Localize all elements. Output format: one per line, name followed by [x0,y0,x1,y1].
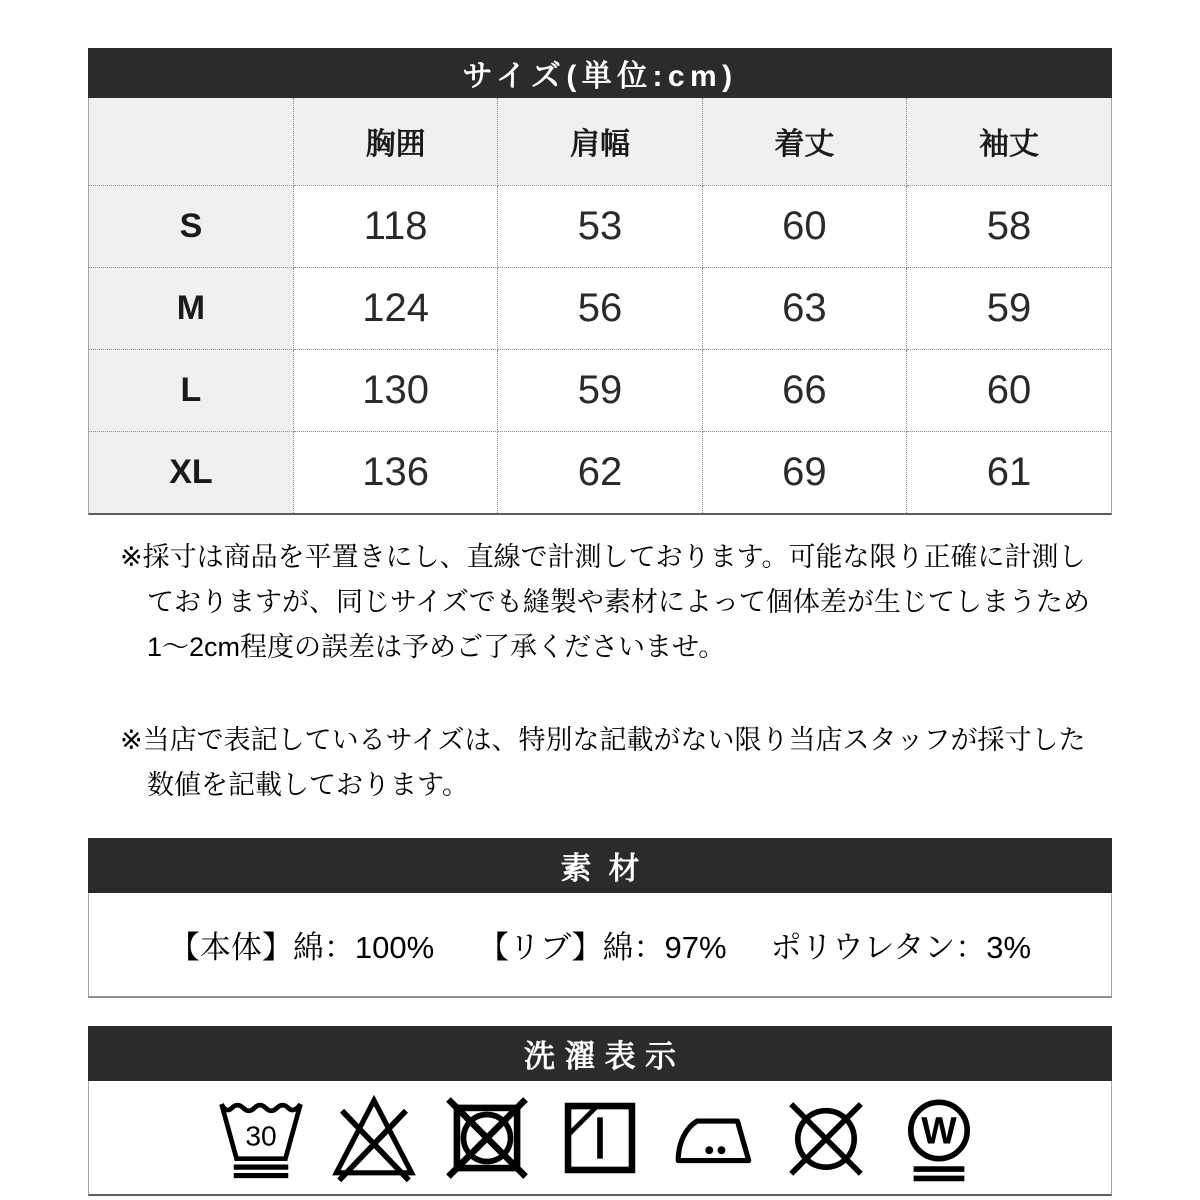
table-row-xl [89,431,1111,513]
size-section-title: サイズ(単位:cm) [462,60,738,93]
measurement-value: 56 [498,267,702,349]
material-section-title: 素材 [560,851,657,886]
do-not-dry-clean-icon [779,1091,873,1185]
measurement-value: 60 [702,185,906,267]
measurement-value: 61 [907,431,1111,513]
staff-measured-note [120,718,1102,808]
note-line: 数値を記載しております。 [147,770,469,800]
do-not-tumble-dry-icon [440,1091,534,1185]
measurement-value: 60 [907,349,1111,431]
note-line: ※当店で表記しているサイズは、特別な記載がない限り当店スタッフが採寸した [120,725,1086,755]
measurement-value: 63 [702,267,906,349]
do-not-bleach-icon [327,1091,421,1185]
material-item-body: 【本体】綿：100% [168,930,435,965]
care-symbols-row [88,1081,1112,1196]
column-header-length: 着丈 [702,98,906,185]
material-item-rib: 【リブ】綿：97% [478,930,727,965]
size-label-s: S [89,185,293,267]
size-section-header-bar [88,48,1112,98]
material-item-polyurethane: ポリウレタン：3% [770,930,1032,965]
size-table [88,98,1112,515]
line-dry-in-shade-icon [553,1091,647,1185]
note-line: ※採寸は商品を平置きにし、直線で計測しております。可能な限り正確に計測し [120,542,1086,572]
size-section [88,48,1112,515]
corner-cell [89,98,293,185]
measurement-value: 66 [702,349,906,431]
material-composition [88,893,1112,998]
material-section-header-bar [88,838,1112,893]
care-section [88,1026,1112,1196]
note-line: 1〜2cm程度の誤差は予めご了承くださいませ。 [147,632,726,662]
notes-block [88,535,1112,808]
wet-clean-very-gentle-icon [892,1091,986,1185]
measurement-value: 136 [293,431,497,513]
svg-text:30: 30 [245,1119,277,1152]
svg-text:W: W [921,1109,957,1152]
table-row-l [89,349,1111,431]
measurement-disclaimer-note [120,535,1102,670]
measurement-value: 58 [907,185,1111,267]
column-header-sleeve: 袖丈 [907,98,1111,185]
column-header-shoulder: 肩幅 [498,98,702,185]
size-label-xl: XL [89,431,293,513]
measurement-value: 59 [907,267,1111,349]
size-label-l: L [89,349,293,431]
measurement-value: 69 [702,431,906,513]
size-label-m: M [89,267,293,349]
care-section-title: 洗濯表示 [524,1039,686,1074]
iron-medium-two-dots-icon [666,1091,760,1185]
wash-30-very-gentle-icon [214,1091,308,1185]
measurement-value: 59 [498,349,702,431]
size-chart-page [88,0,1112,1196]
material-section [88,838,1112,998]
table-row-m [89,267,1111,349]
measurement-value: 130 [293,349,497,431]
measurement-value: 118 [293,185,497,267]
table-row-s [89,185,1111,267]
measurement-value: 53 [498,185,702,267]
measurement-value: 62 [498,431,702,513]
column-header-chest: 胸囲 [293,98,497,185]
table-header-row [89,98,1111,185]
note-line: ておりますが、同じサイズでも縫製や素材によって個体差が生じてしまうため [147,587,1090,617]
measurement-value: 124 [293,267,497,349]
care-section-header-bar [88,1026,1112,1081]
